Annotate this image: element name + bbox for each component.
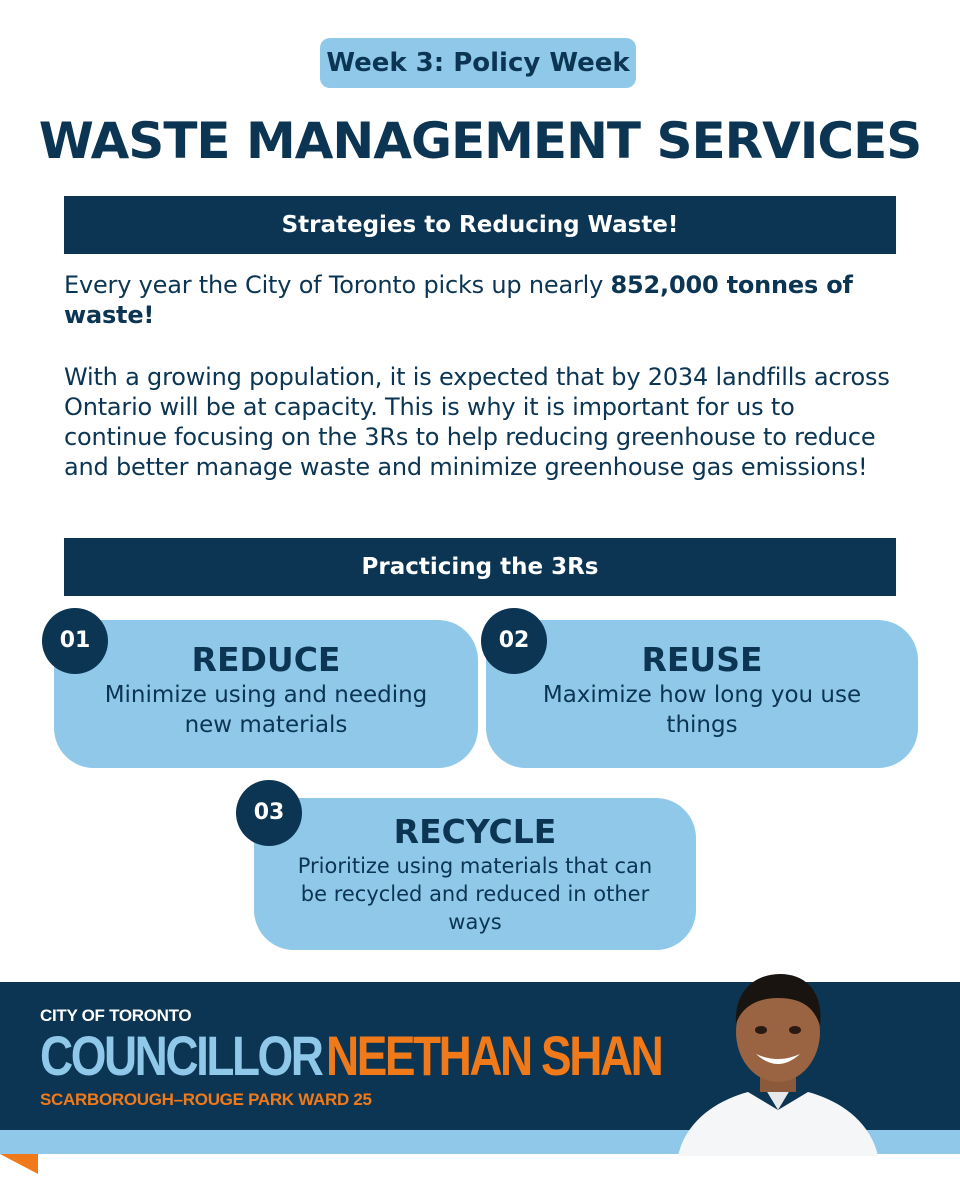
step-number-03: 03 <box>236 780 302 846</box>
recycle-description: Prioritize using materials that can be recycled and reduced in other ways <box>297 854 653 934</box>
recycle-title: RECYCLE <box>393 812 557 851</box>
intro-bold-stat: 852,000 tonnes of waste! <box>64 271 853 329</box>
reduce-description: Minimize using and needing new materials <box>104 682 428 738</box>
page-title: WASTE MANAGEMENT SERVICES <box>38 112 922 170</box>
city-label: CITY OF TORONTO <box>40 1006 192 1025</box>
footer-accent-triangle <box>0 1154 38 1174</box>
recycle-card <box>254 798 696 950</box>
section-header-3rs: Practicing the 3Rs <box>64 538 896 596</box>
step-number-02: 02 <box>481 608 547 674</box>
population-paragraph: With a growing population, it is expected that by 2034 landfills across Ontario will be at capacity. This is why it is important for us to continue focusing on the 3Rs to help reducing greenhouse to reduce and better manage waste and minimize greenhouse gas emissions! <box>64 363 890 481</box>
reduce-card <box>54 620 478 768</box>
councillor-portrait <box>668 960 888 1156</box>
week-badge: Week 3: Policy Week <box>320 38 636 88</box>
intro-lead-text: Every year the City of Toronto picks up nearly <box>64 271 611 299</box>
intro-paragraph <box>64 270 904 330</box>
reuse-title: REUSE <box>641 640 763 679</box>
reduce-title: REDUCE <box>191 640 341 679</box>
reuse-description: Maximize how long you use things <box>542 682 862 738</box>
councillor-label: COUNCILLOR <box>40 1024 322 1087</box>
section-header-strategies: Strategies to Reducing Waste! <box>64 196 896 254</box>
ward-label: SCARBOROUGH–ROUGE PARK WARD 25 <box>40 1090 372 1109</box>
reuse-card <box>486 620 918 768</box>
councillor-name: NEETHAN SHAN <box>326 1024 662 1087</box>
step-number-01: 01 <box>42 608 108 674</box>
